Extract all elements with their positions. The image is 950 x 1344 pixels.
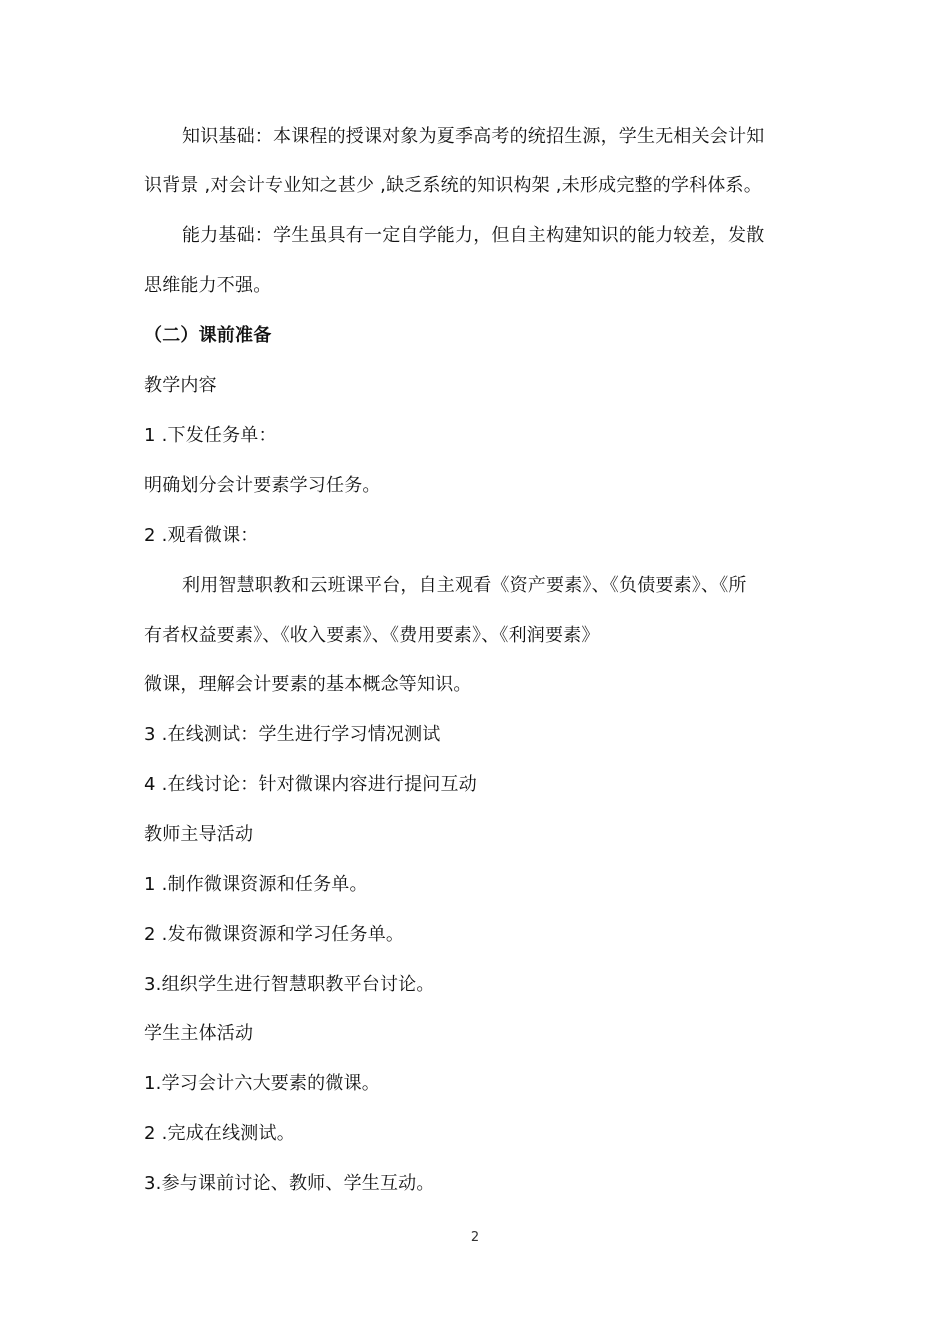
paragraph-line: 知识基础：本课程的授课对象为夏季高考的统招生源，学生无相关会计知 (182, 126, 765, 147)
list-item: 2 .完成在线测试。 (144, 1123, 295, 1144)
list-item: 4 .在线讨论：针对微课内容进行提问互动 (144, 774, 477, 795)
paragraph-line: 微课，理解会计要素的基本概念等知识。 (144, 674, 472, 695)
subsection-title: 教学内容 (144, 375, 217, 396)
section-heading: （二）课前准备 (144, 325, 272, 346)
list-item: 3.参与课前讨论、教师、学生互动。 (144, 1173, 435, 1194)
subsection-title: 学生主体活动 (144, 1023, 254, 1044)
paragraph-line: 能力基础：学生虽具有一定自学能力，但自主构建知识的能力较差，发散 (182, 225, 765, 246)
paragraph-line: 思维能力不强。 (144, 275, 272, 296)
page-number: 2 (470, 1230, 480, 1245)
paragraph-line: 有者权益要素》、《收入要素》、《费用要素》、《利润要素》 (144, 625, 600, 646)
list-item: 1 .下发任务单： (144, 425, 277, 446)
subsection-title: 教师主导活动 (144, 824, 254, 845)
list-item: 1 .制作微课资源和任务单。 (144, 874, 368, 895)
paragraph-line: 明确划分会计要素学习任务。 (144, 475, 381, 496)
list-item: 2 .观看微课： (144, 525, 259, 546)
paragraph-line: 识背景 ,对会计专业知之甚少 ,缺乏系统的知识构架 ,未形成完整的学科体系。 (144, 175, 762, 196)
paragraph-line: 利用智慧职教和云班课平台，自主观看《资产要素》、《负债要素》、《所 (182, 575, 747, 596)
list-item: 1.学习会计六大要素的微课。 (144, 1073, 380, 1094)
list-item: 3.组织学生进行智慧职教平台讨论。 (144, 974, 435, 995)
list-item: 3 .在线测试：学生进行学习情况测试 (144, 724, 441, 745)
list-item: 2 .发布微课资源和学习任务单。 (144, 924, 405, 945)
